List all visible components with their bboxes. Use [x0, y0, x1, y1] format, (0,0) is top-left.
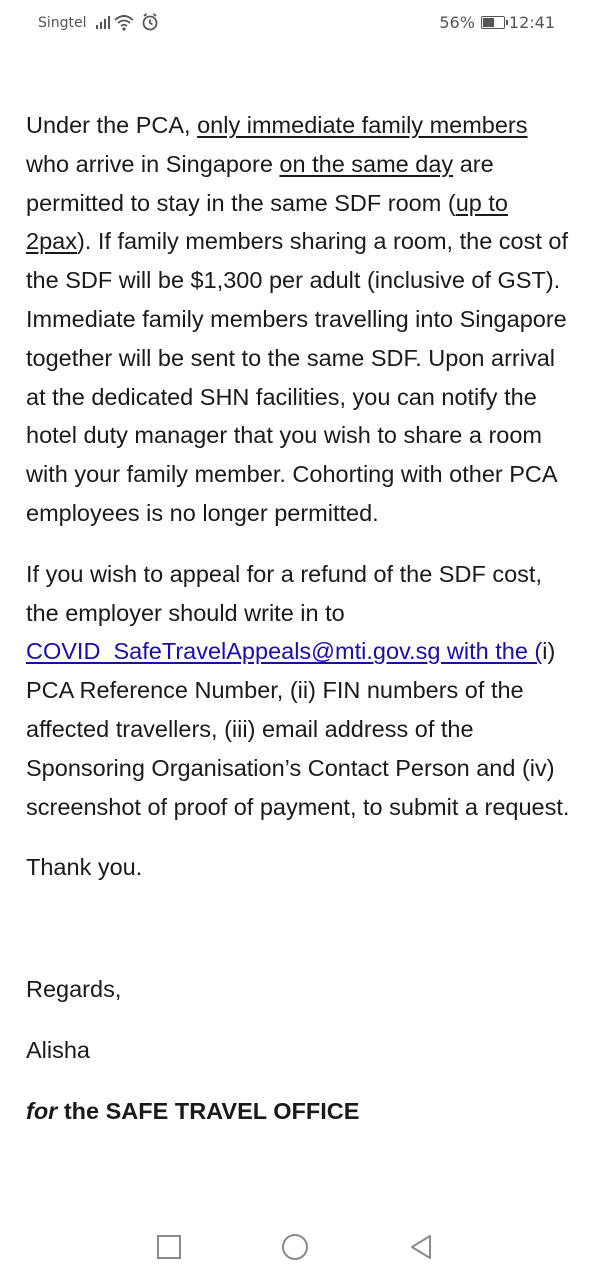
wifi-dot [122, 27, 125, 30]
signature-org: the SAFE TRAVEL OFFICE [57, 1097, 360, 1124]
battery-percent: 56% [439, 13, 475, 32]
alarm-icon [144, 14, 157, 30]
carrier-label: Singtel [38, 15, 87, 31]
sender-name: Alisha [26, 1036, 91, 1063]
text-run: ). If family members sharing a room, the cost of the SDF will be $1,300 per adult (inclusive of GST). Immediate family members travelling into Singapore together will be sent to the same SDF. Upon arrival at the dedicated SHN facilities, you can notify the hotel duty manager that you wish to share a room with your family member. Cohorting with other PCA employees is no longer permitted. [26, 228, 569, 526]
thanks-line: Thank you. [26, 854, 143, 881]
signal-icon [96, 16, 110, 29]
signature-for: for [26, 1097, 58, 1124]
email-link[interactable]: COVID_SafeTravelAppeals@mti.gov.sg with the ( [26, 638, 543, 665]
paragraph-refund-appeal [26, 555, 571, 827]
status-right [439, 13, 555, 32]
message-body [26, 106, 571, 1131]
home-circle-icon[interactable] [280, 1232, 310, 1262]
recents-square-icon[interactable] [154, 1232, 184, 1262]
text-run: If you wish to appeal for a refund of the SDF cost, the employer should write in to [26, 560, 542, 626]
text-run: Under the PCA, [26, 112, 198, 138]
status-bar [0, 0, 591, 48]
underlined-text: only immediate family members [197, 112, 528, 138]
navigation-bar [0, 1222, 591, 1280]
clock: 12:41 [508, 13, 555, 32]
wifi-icon [115, 16, 133, 26]
regards-line: Regards, [26, 976, 122, 1003]
text-run: are permitted to stay in the same SDF room ( [26, 150, 494, 216]
underlined-text: up to 2pax [26, 189, 508, 255]
underlined-text: on the same day [279, 150, 454, 177]
battery-fill [483, 18, 494, 27]
paragraph-pca-rules [26, 106, 571, 533]
battery-icon [481, 16, 505, 29]
signature-line [26, 1092, 571, 1131]
text-run: i) PCA Reference Number, (ii) FIN numbers of the affected travellers, (iii) email address of the Sponsoring Organisation’s Contact Person and (iv) screenshot of proof of payment, to submit a request. [26, 638, 570, 820]
status-icons [95, 12, 165, 34]
back-triangle-icon[interactable] [406, 1232, 436, 1262]
text-run: who arrive in Singapore [26, 150, 280, 177]
